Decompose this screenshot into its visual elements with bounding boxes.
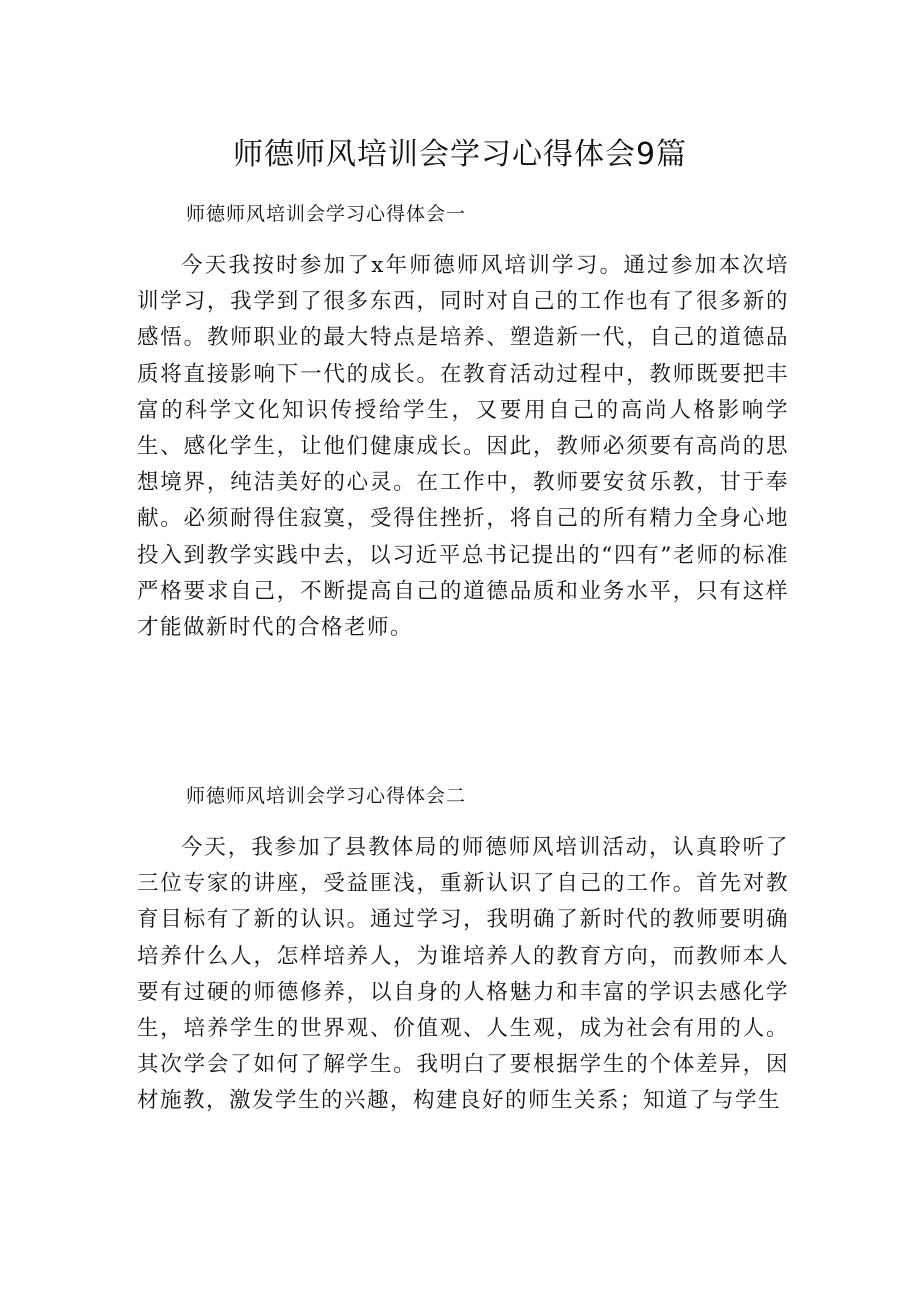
document-title: 师德师风培训会学习心得体会9篇 xyxy=(232,137,688,172)
section-heading-1: 师德师风培训会学习心得体会一 xyxy=(186,203,467,225)
section-paragraph-1: 今天我按时参加了x年师德师风培训学习。通过参加本次培训学习，我学到了很多东西，同时对自己的工作也有了很多新的感悟。教师职业的最大特点是培养、塑造新一代，自己的道德品质将直接影响下一代的成长。在教育活动过程中，教师既要把丰富的科学文化知识传授给学生，又要用自己的高尚人格影响学生、感化学生，让他们健康成长。因此，教师必须要有高尚的思想境界，纯洁美好的心灵。在工作中，教师要安贫乐教，甘于奉献。必须耐得住寂寞，受得住挫折，将自己的所有精力全身心地投入到教学实践中去，以习近平总书记提出的“四有”老师的标准严格要求自己，不断提高自己的道德品质和业务水平，只有这样才能做新时代的合格老师。 xyxy=(137,253,789,641)
section-heading-2: 师德师风培训会学习心得体会二 xyxy=(186,785,467,807)
section-paragraph-2: 今天，我参加了县教体局的师德师风培训活动，认真聆听了三位专家的讲座，受益匪浅，重新认识了自己的工作。首先对教育目标有了新的认识。通过学习，我明确了新时代的教师要明确培养什么人，怎样培养人，为谁培养人的教育方向，而教师本人要有过硬的师德修养，以自身的人格魅力和丰富的学识去感化学生，培养学生的世界观、价值观、人生观，成为社会有用的人。其次学会了如何了解学生。我明白了要根据学生的个体差异，因材施教，激发学生的兴趣，构建良好的师生关系；知道了与学生 xyxy=(137,835,789,1114)
